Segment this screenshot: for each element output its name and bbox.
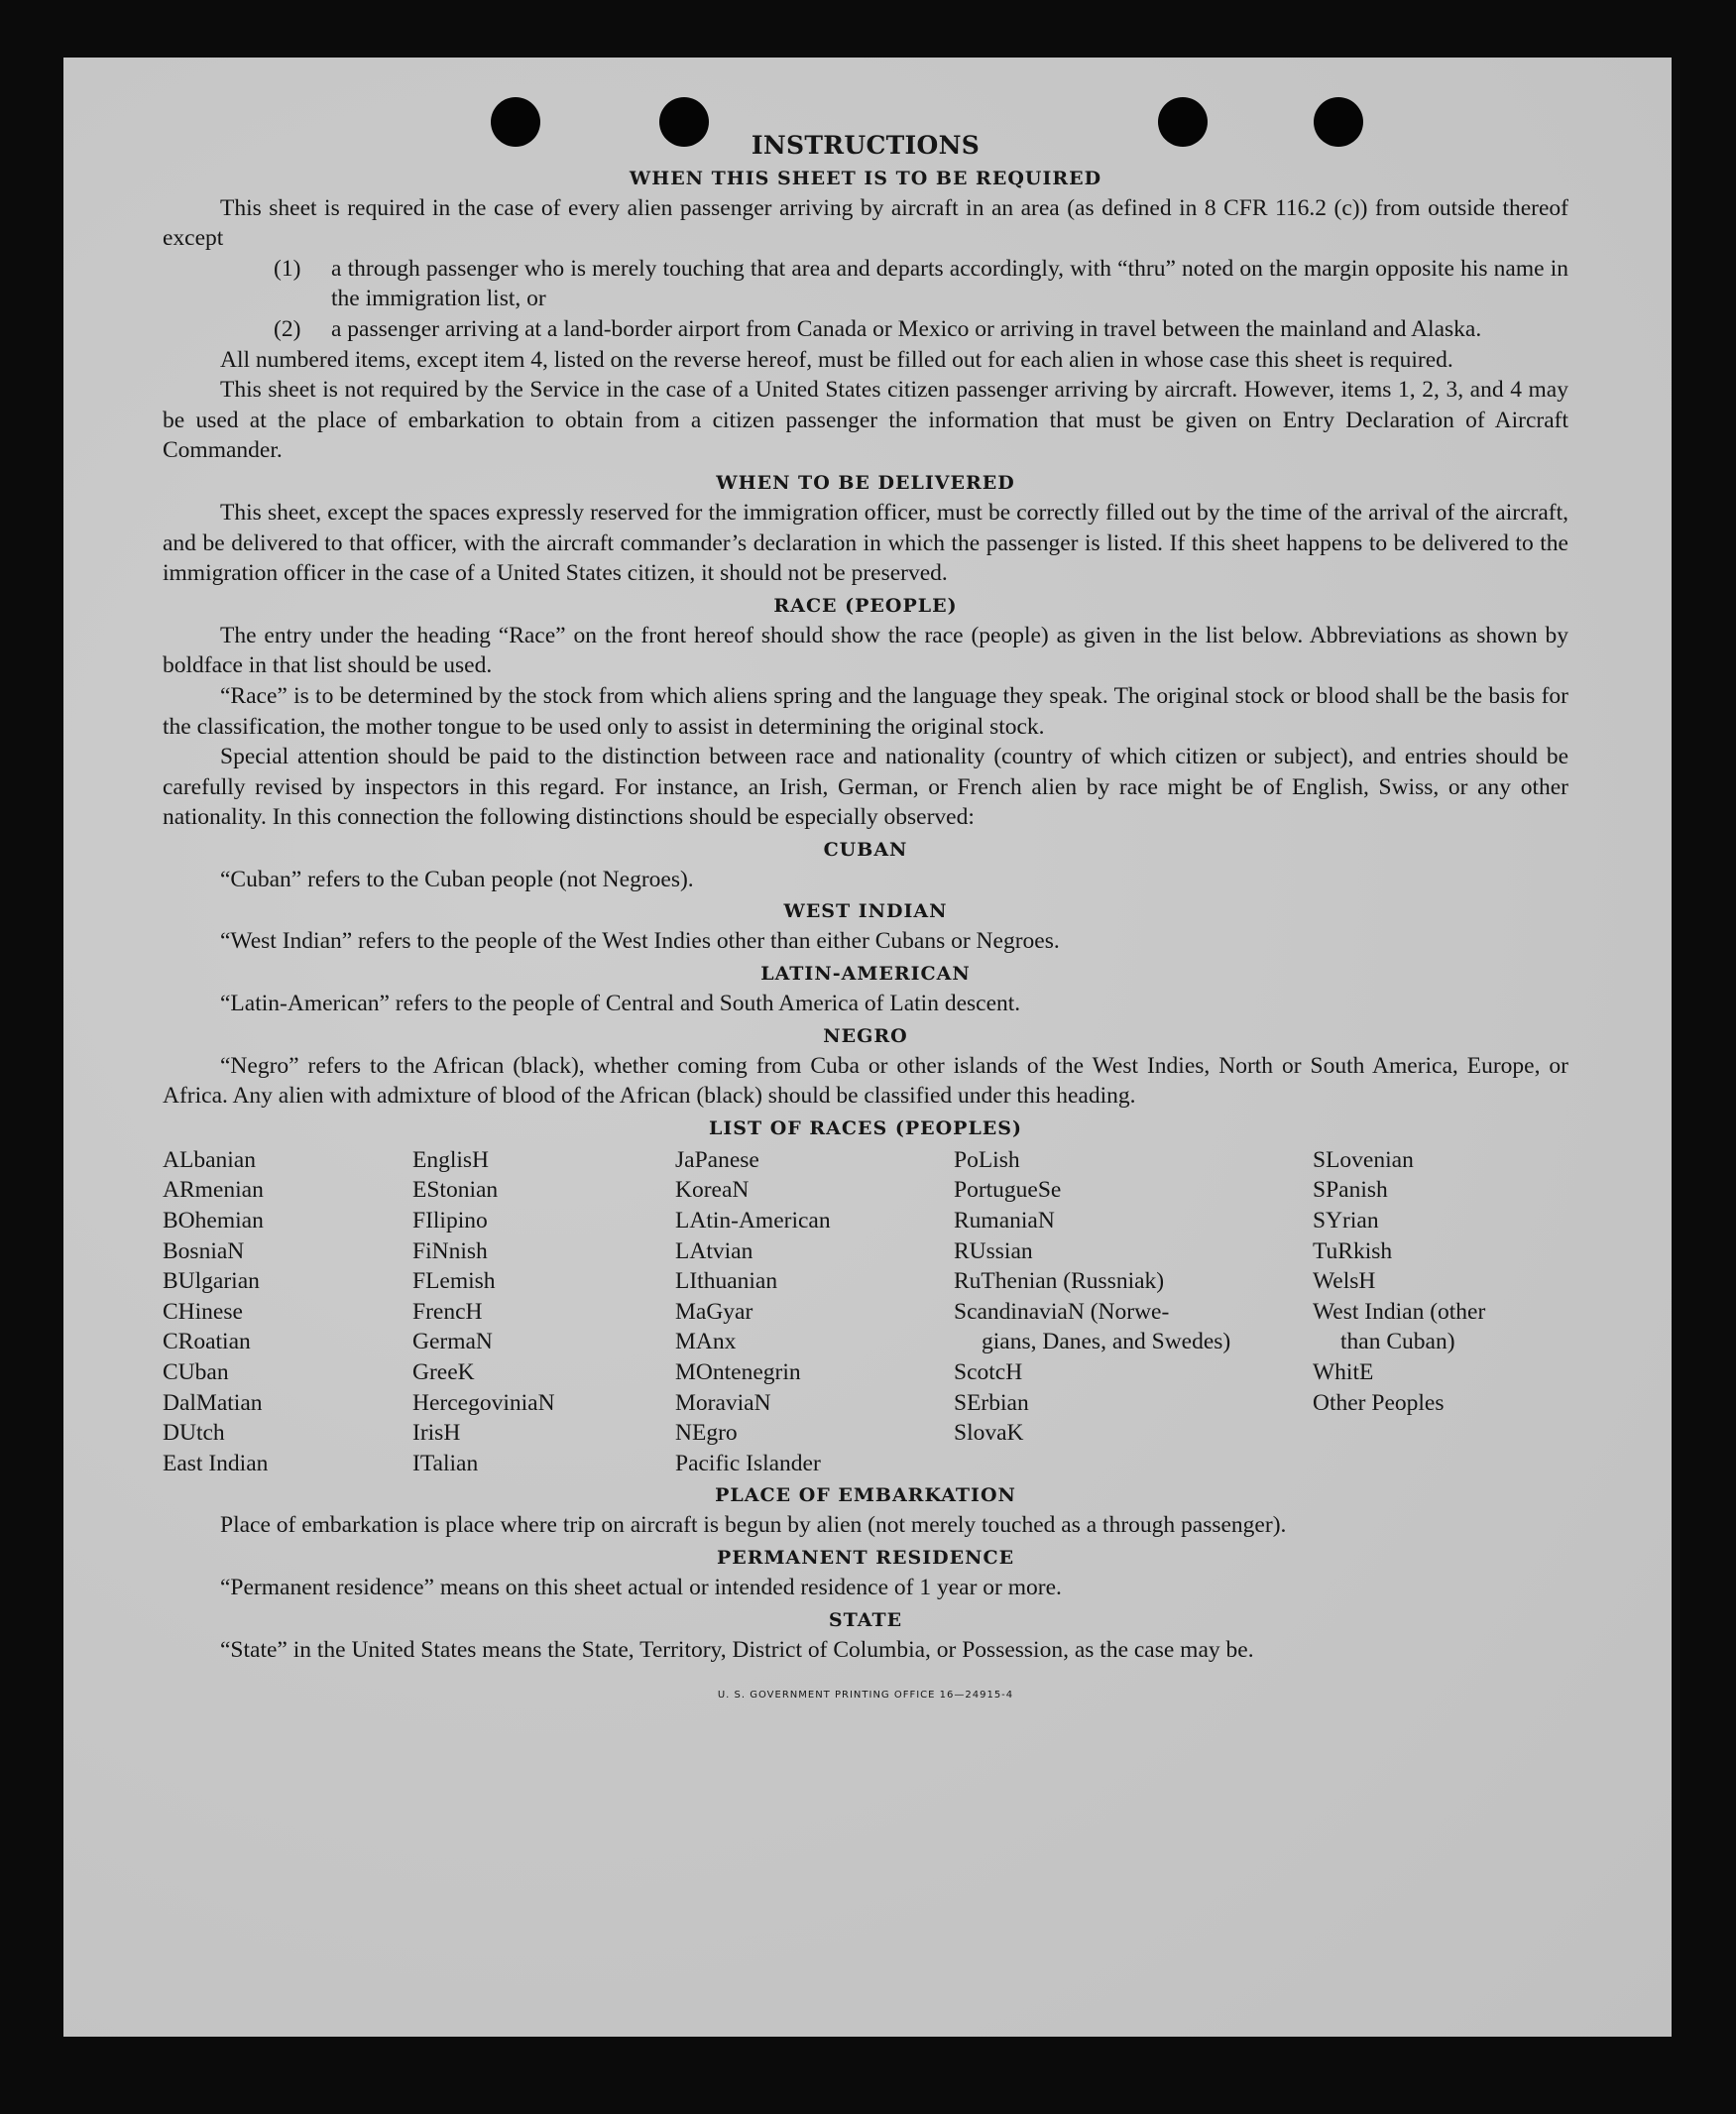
race-entry: SlovaK (954, 1420, 1024, 1447)
race-entry: SPanish (1313, 1177, 1388, 1204)
races-column-3 (675, 1145, 954, 1479)
exception-item-2 (274, 314, 1568, 345)
races-list (163, 1145, 1568, 1479)
heading-embarkation: PLACE OF EMBARKATION (715, 1484, 1016, 1507)
race-entry: Other Peoples (1313, 1389, 1445, 1416)
required-intro: This sheet is required in the case of every alien passenger arriving by aircraft in an area (as defined in 8 CFR 116.2 (c)) from outside thereof except (163, 194, 1568, 252)
race-entry: PoLish (954, 1146, 1020, 1173)
item-text: a through passenger who is merely touching that area and departs accordingly, with “thru” noted on the margin opposite his name in the immigration list, or (331, 255, 1568, 312)
race-entry: GermaN (412, 1329, 493, 1355)
race-entry: SLovenian (1313, 1146, 1414, 1173)
race-entry: EStonian (412, 1177, 499, 1204)
exception-item-1 (274, 254, 1568, 314)
race-entry: LIthuanian (675, 1268, 778, 1295)
printing-office-footer: U. S. GOVERNMENT PRINTING OFFICE 16—24915-4 (717, 1690, 1014, 1702)
race-entry: ALbanian (163, 1146, 256, 1173)
race-entry: LAtvian (675, 1237, 753, 1264)
races-column-4 (954, 1145, 1313, 1479)
item-number: (1) (274, 255, 301, 282)
race-entry-continuation: gians, Danes, and Swedes) (982, 1329, 1231, 1355)
race-entry: KoreaN (675, 1177, 750, 1204)
required-para-2: All numbered items, except item 4, listed on the reverse hereof, must be filled out for each alien in whose case this sheet is required. (220, 346, 1453, 373)
race-entry: BOhemian (163, 1208, 264, 1234)
race-entry: MOntenegrin (675, 1359, 801, 1385)
race-entry: DalMatian (163, 1389, 263, 1416)
race-entry: FIlipino (412, 1208, 488, 1234)
race-entry: BosniaN (163, 1237, 245, 1264)
race-entry: WelsH (1313, 1268, 1376, 1295)
race-entry: RuThenian (Russniak) (954, 1268, 1165, 1295)
race-entry: DUtch (163, 1420, 225, 1447)
race-entry: Pacific Islander (675, 1450, 821, 1476)
delivered-text: This sheet, except the spaces expressly reserved for the immigration officer, must be correctly filled out by the time of the arrival of the aircraft, and be delivered to that officer, with the aircraft commander’s declaration in which the passenger is listed. If this sheet happens to be delivered to the immigration officer in the case of a United States citizen, it should not be preserved. (163, 499, 1568, 587)
heading-state: STATE (828, 1608, 903, 1631)
race-entry: ScandinaviaN (Norwe- (954, 1298, 1170, 1325)
race-entry: JaPanese (675, 1146, 759, 1173)
state-text: “State” in the United States means the State, Territory, District of Columbia, or Possession, as the case may be. (220, 1636, 1254, 1663)
race-entry: West Indian (other (1313, 1298, 1486, 1325)
required-para-3: This sheet is not required by the Service in the case of a United States citizen passenger arriving by aircraft. However, items 1, 2, 3, and 4 may be used at the place of embarkation to obtain from a citizen passenger the information that must be given on Entry Declaration of Aircraft Commander. (163, 377, 1568, 464)
race-entry: ITalian (412, 1450, 479, 1476)
race-entry: LAtin-American (675, 1208, 831, 1234)
instructions-body (163, 131, 1568, 1711)
heading-latin-american: LATIN-AMERICAN (760, 963, 971, 986)
race-para-2: “Race” is to be determined by the stock from which aliens spring and the language they speak. The original stock or blood shall be the basis for the classification, the mother tongue to be used only to assist in determining the original stock. (163, 682, 1568, 740)
race-entry: MoraviaN (675, 1389, 771, 1416)
heading-west-indian: WEST INDIAN (783, 900, 948, 923)
residence-text: “Permanent residence” means on this sheet actual or intended residence of 1 year or more. (220, 1574, 1062, 1600)
embarkation-text: Place of embarkation is place where trip on aircraft is begun by alien (not merely touched as a through passenger). (220, 1512, 1287, 1539)
race-entry: TuRkish (1313, 1237, 1393, 1264)
race-para-1: The entry under the heading “Race” on the front hereof should show the race (people) as given in the list below. Abbreviations as shown by boldface in that list should be used. (163, 622, 1568, 679)
page-title: INSTRUCTIONS (751, 131, 981, 160)
race-entry: NEgro (675, 1420, 738, 1447)
race-entry: CHinese (163, 1298, 243, 1325)
cuban-text: “Cuban” refers to the Cuban people (not Negroes). (220, 866, 694, 892)
race-entry: ARmenian (163, 1177, 264, 1204)
race-entry: CRoatian (163, 1329, 251, 1355)
race-entry: PortugueSe (954, 1177, 1062, 1204)
negro-text: “Negro” refers to the African (black), whether coming from Cuba or other islands of the West Indies, North or South America, Europe, or Africa. Any alien with admixture of blood of the African (black) should be classified under this heading. (163, 1052, 1568, 1110)
race-entry-continuation: than Cuban) (1340, 1329, 1455, 1355)
race-entry: MAnx (675, 1329, 737, 1355)
race-entry: SErbian (954, 1389, 1029, 1416)
races-column-2 (412, 1145, 675, 1479)
race-para-3: Special attention should be paid to the distinction between race and nationality (country of which citizen or subject), and entries should be carefully revised by inspectors in this regard. For instance, an Irish, German, or French alien by race might be of English, Swiss, or any other nationality. In this connection the following distinctions should be especially observed: (163, 744, 1568, 831)
heading-cuban: CUBAN (823, 838, 908, 861)
latin-american-text: “Latin-American” refers to the people of Central and South America of Latin descent. (220, 991, 1021, 1017)
race-entry: MaGyar (675, 1298, 753, 1325)
race-entry: SYrian (1313, 1208, 1379, 1234)
race-entry: IrisH (412, 1420, 461, 1447)
race-entry: HercegoviniaN (412, 1389, 555, 1416)
heading-race: RACE (PEOPLE) (773, 594, 958, 617)
races-column-1 (163, 1145, 412, 1479)
races-column-5 (1313, 1145, 1568, 1479)
heading-permanent-residence: PERMANENT RESIDENCE (716, 1546, 1015, 1569)
heading-delivered: WHEN TO BE DELIVERED (716, 471, 1015, 494)
race-entry: RumaniaN (954, 1208, 1055, 1234)
heading-required: WHEN THIS SHEET IS TO BE REQUIRED (629, 167, 1102, 189)
race-entry: CUban (163, 1359, 229, 1385)
race-entry: BUlgarian (163, 1268, 260, 1295)
race-entry: FiNnish (412, 1237, 488, 1264)
race-entry: FrencH (412, 1298, 483, 1325)
west-indian-text: “West Indian” refers to the people of the West Indies other than either Cubans or Negroes. (220, 928, 1060, 955)
race-entry: ScotcH (954, 1359, 1023, 1385)
race-entry: EnglisH (412, 1146, 490, 1173)
race-entry: RUssian (954, 1237, 1033, 1264)
heading-list-of-races: LIST OF RACES (PEOPLES) (709, 1116, 1022, 1139)
race-entry: FLemish (412, 1268, 496, 1295)
item-text: a passenger arriving at a land-border airport from Canada or Mexico or arriving in travel between the mainland and Alaska. (331, 315, 1482, 342)
race-entry: East Indian (163, 1450, 269, 1476)
race-entry: WhitE (1313, 1359, 1374, 1385)
heading-negro: NEGRO (823, 1024, 908, 1047)
race-entry: GreeK (412, 1359, 475, 1385)
item-number: (2) (274, 315, 301, 342)
